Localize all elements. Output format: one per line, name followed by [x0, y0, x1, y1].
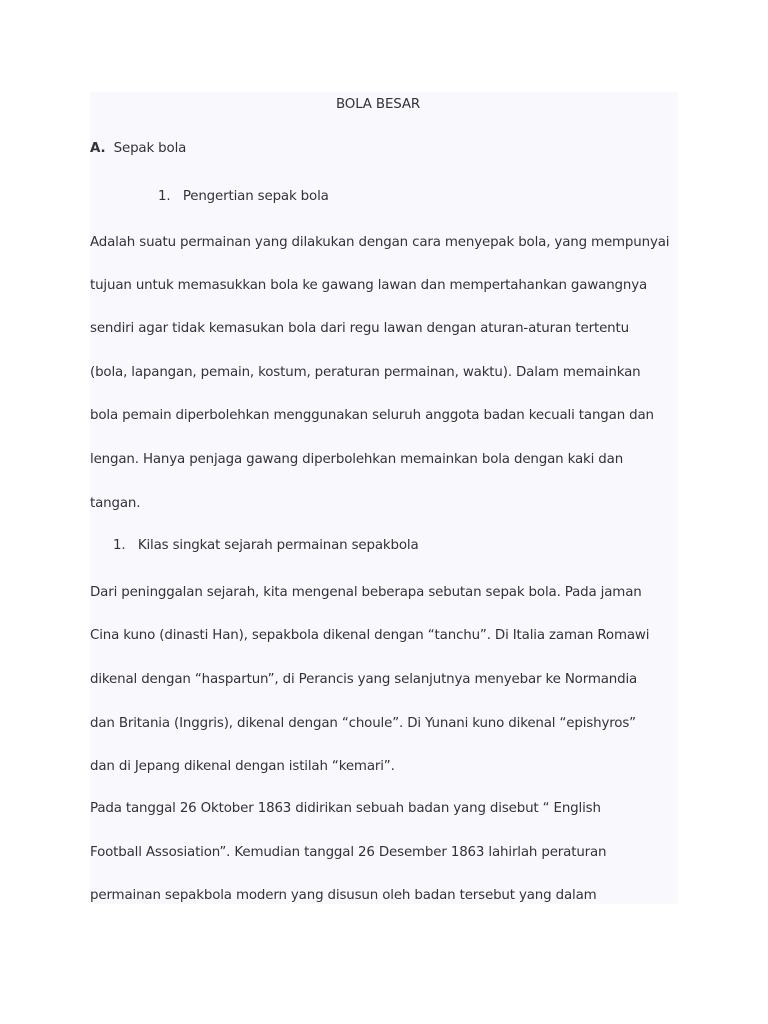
paragraph-line: sendiri agar tidak kemasukan bola dari regu lawan dengan aturan-aturan tertentu — [90, 321, 629, 336]
paragraph-line: dikenal dengan “haspartun”, di Perancis yang selanjutnya menyebar ke Normandia — [90, 672, 638, 687]
paragraph-line: bola pemain diperbolehkan menggunakan seluruh anggota badan kecuali tangan dan — [90, 408, 654, 423]
document-title: BOLA BESAR — [336, 97, 421, 112]
paragraph-line: Adalah suatu permainan yang dilakukan dengan cara menyepak bola, yang mempunyai — [90, 235, 670, 250]
paragraph-line: Cina kuno (dinasti Han), sepakbola dikenal dengan “tanchu”. Di Italia zaman Romawi — [90, 628, 650, 643]
paragraph-line: tujuan untuk memasukkan bola ke gawang lawan dan mempertahankan gawangnya — [90, 278, 648, 293]
subsection-number: 1. — [158, 189, 171, 204]
paragraph-line: permainan sepakbola modern yang disusun oleh badan tersebut yang dalam — [90, 888, 597, 903]
paragraph-line: Dari peninggalan sejarah, kita mengenal beberapa sebutan sepak bola. Pada jaman — [90, 585, 642, 600]
paragraph-line: (bola, lapangan, pemain, kostum, peraturan permainan, waktu). Dalam memainkan — [90, 365, 641, 380]
section-label: Sepak bola — [113, 141, 187, 156]
paragraph-line: Pada tanggal 26 Oktober 1863 didirikan sebuah badan yang disebut “ English — [90, 801, 601, 816]
subsection-label: Kilas singkat sejarah permainan sepakbola — [137, 538, 419, 553]
subsection-heading-history — [113, 537, 419, 555]
document-page — [90, 92, 678, 904]
paragraph-line: lengan. Hanya penjaga gawang diperbolehkan memainkan bola dengan kaki dan — [90, 452, 624, 467]
paragraph-line: dan Britania (Inggris), dikenal dengan “choule”. Di Yunani kuno dikenal “epishyros” — [90, 716, 636, 731]
paragraph-line: Football Assosiation”. Kemudian tanggal 26 Desember 1863 lahirlah peraturan — [90, 845, 607, 860]
subsection-label: Pengertian sepak bola — [182, 189, 329, 204]
subsection-heading-definition — [158, 188, 329, 206]
section-letter: A. — [90, 141, 106, 156]
section-heading — [90, 140, 186, 158]
subsection-number: 1. — [113, 538, 126, 553]
paragraph-line: tangan. — [90, 496, 141, 511]
paragraph-line: dan di Jepang dikenal dengan istilah “kemari”. — [90, 759, 395, 774]
